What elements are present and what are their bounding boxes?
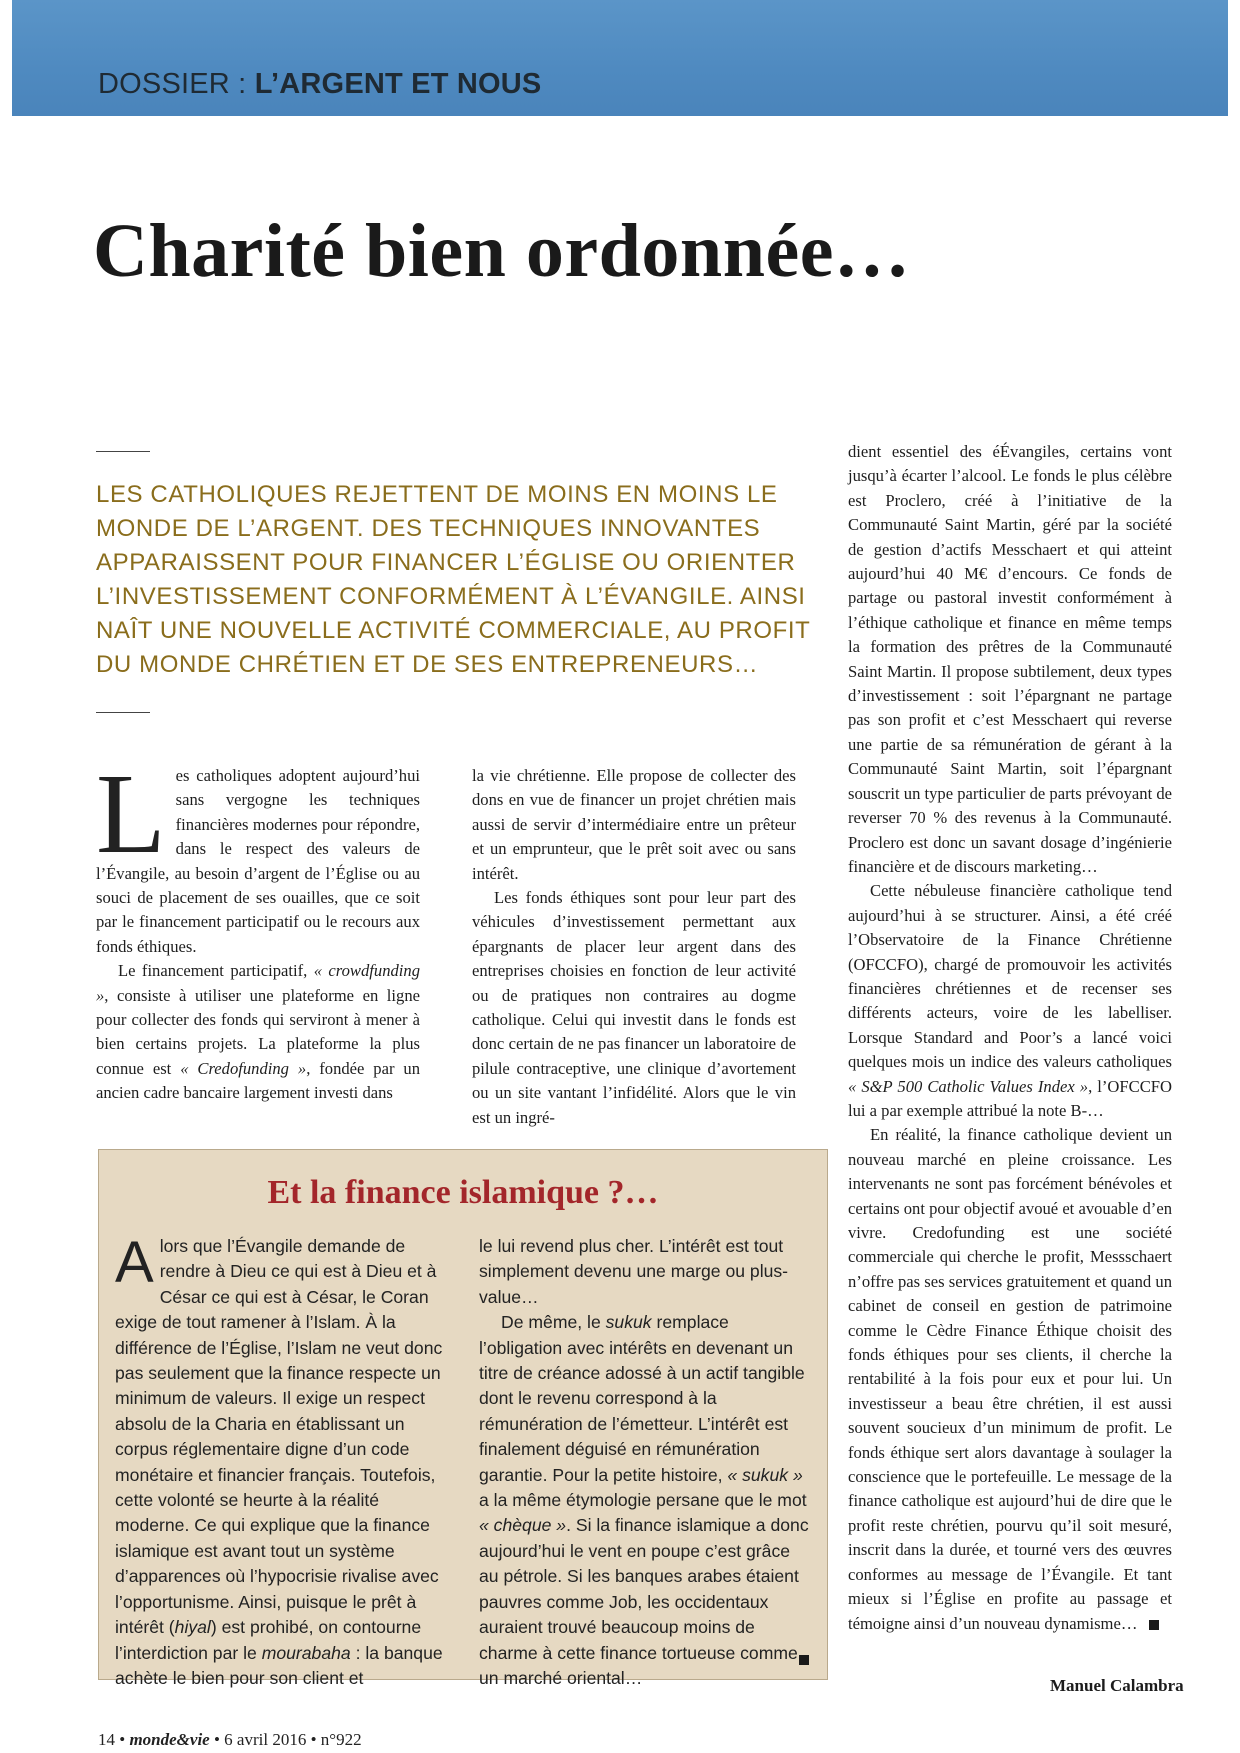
paragraph <box>96 959 420 1105</box>
paragraph-text: Le financement participatif, <box>118 961 314 981</box>
paragraph: dient essentiel des éÉvangiles, certains vont jusqu’à écarter l’alcool. Le fonds le plus célèbre est Proclero, créé à l’initiative de la Communauté Saint Martin, géré par la société de gestion d’actifs Messchaert et qui atteint aujourd’hui 40 M€ d’encours. Ce fonds de partage ou pastoral investit conformément à l’éthique catholique et finance en même temps la formation des prêtres de la Communauté Saint Martin. Il propose subtilement, deux types d’investissement : soit l’épargnant ne partage pas son profit et c’est Messchaert qui reverse une partie de sa rémunération de gérant à la Communauté Saint Martin, soit l’épargnant souscrit un type particulier de parts prévoyant de reverser 70 % des revenus à la Communauté. Proclero est donc un savant dosage d’ingénierie financière et de discours marketing… <box>848 442 1172 876</box>
sidebar-title: Et la finance islamique ?… <box>267 1174 659 1211</box>
term-cheque: « chèque » <box>479 1515 567 1536</box>
paragraph: Les fonds éthiques sont pour leur part des véhicules d’investissement permettant aux épargnants de placer leur argent dans des entreprises choisies en fonction de leur activité ou de pratiques non contraires au dogme catholique. Celui qui investit dans le fonds est donc certain de ne pas financer un laboratoire de pilule contraceptive, une clinique d’avortement ou un site vantant l’infidélité. Alors que le vin est un ingré- <box>472 888 796 1127</box>
paragraph-text: a la même étymologie persane que le mot <box>479 1490 807 1511</box>
article-title: Charité bien ordonnée… <box>93 209 911 293</box>
paragraph <box>848 1123 1172 1636</box>
magazine-name: monde&vie <box>129 1730 210 1749</box>
term-sukuk-quoted: « sukuk » <box>727 1464 803 1485</box>
sidebar-end-mark <box>799 1655 809 1665</box>
drop-cap: L <box>96 750 166 877</box>
term-sp500: « S&P 500 Catholic Values Index » <box>848 1076 1089 1096</box>
bullet: • <box>213 1730 220 1749</box>
article-column-2 <box>472 764 796 1130</box>
sidebar-column-left <box>115 1230 449 1691</box>
bullet: • <box>310 1730 317 1749</box>
article-column-3 <box>848 440 1172 1636</box>
term-mourabaha: mourabaha <box>261 1642 351 1663</box>
sidebar-column-right <box>479 1234 813 1691</box>
article-column-1 <box>96 750 420 1106</box>
section-label: DOSSIER : <box>98 68 255 100</box>
paragraph-text: es catholiques adoptent aujourd’hui sans vergogne les techniques financières modernes pour répondre, dans le respect des valeurs de l’Évangile, au besoin d’argent de l’Église ou au souci de placement de ses ouailles, que ce soit par le financement participatif ou le recours aux fonds éthiques. <box>96 766 420 956</box>
term-crowdfunding: « crowdfunding » <box>96 961 420 1005</box>
term-credofunding: « Credofunding » <box>180 1058 307 1078</box>
end-of-article-mark <box>1149 1620 1159 1630</box>
paragraph <box>848 879 1172 1123</box>
paragraph-text: De même, le <box>501 1312 606 1333</box>
page-number: 14 <box>98 1730 115 1749</box>
section-topic: L’ARGENT ET NOUS <box>254 68 542 100</box>
term-hiyal: hiyal <box>174 1617 211 1638</box>
sidebar-drop-cap: A <box>115 1230 154 1295</box>
term-sukuk: sukuk <box>605 1312 652 1333</box>
paragraph-text: Cette nébuleuse financière catholique tend aujourd’hui à se structurer. Ainsi, a été créé l’Observatoire de la Finance Chrétienne (OFCCFO), chargé de promouvoir les activités financières chrétiennes et de recenser ses différents acteurs, voire de les labelliser. Lorsque Standard and Poor’s a lancé voici quelques mois un indice des valeurs catholiques <box>848 881 1172 1072</box>
article-lede: LES CATHOLIQUES REJETTENT DE MOINS EN MOINS LE MONDE DE L’ARGENT. DES TECHNIQUES INNOVANTES APPARAISSENT POUR FINANCER L’ÉGLISE OU ORIENTER L’INVESTISSEMENT CONFORMÉMENT À L’ÉVANGILE. AINSI NAÎT UNE NOUVELLE ACTIVITÉ COMMERCIALE, AU PROFIT DU MONDE CHRÉTIEN ET DE SES ENTREPRENEURS… <box>96 481 810 678</box>
section-header <box>98 68 541 101</box>
lede-top-rule <box>96 451 150 452</box>
paragraph-text: lors que l’Évangile demande de rendre à Dieu ce qui est à Dieu et à César ce qui est à César, le Coran exige de tout ramener à l’Islam. À la différence de l’Église, l’Islam ne veut donc pas seulement que la finance respecte un minimum de valeurs. Il exige un respect absolu de la Charia en établissant un corpus réglementaire digne d’un code monétaire et financier français. Toutefois, cette volonté se heurte à la réalité moderne. Ce qui explique que la finance islamique est avant tout un système d’apparences où l’hypocrisie rivalise avec l’opportunisme. Ainsi, puisque le prêt à intérêt ( <box>115 1236 443 1638</box>
paragraph-text: . Si la finance islamique a donc aujourd’hui le vent en poupe c’est grâce au pétrole. Si les banques arabes étaient pauvres comme Job, les occidentaux auraient trouvé beaucoup moins de charme à cette finance tortueuse comme un marché oriental… <box>479 1515 809 1688</box>
paragraph <box>479 1310 813 1691</box>
paragraph: la vie chrétienne. Elle propose de collecter des dons en vue de financer un projet chrétien mais aussi de servir d’intermédiaire entre un prêteur et un emprunteur, que le prêt soit avec ou sans intérêt. <box>472 766 796 883</box>
bullet: • <box>119 1730 126 1749</box>
paragraph-text: ) est prohibé, on contourne l’interdiction par le <box>115 1617 422 1663</box>
issue-date: 6 avril 2016 <box>224 1730 307 1749</box>
paragraph-text: , fondée par un ancien cadre bancaire largement investi dans <box>96 1058 420 1103</box>
lede-bottom-rule <box>96 712 150 713</box>
author-byline: Manuel Calambra <box>1050 1676 1184 1695</box>
paragraph-text: , l’OFCCFO lui a par exemple attribué la note B-… <box>848 1076 1172 1120</box>
paragraph: le lui revend plus cher. L’intérêt est tout simplement devenu une marge ou plus-value… <box>479 1236 789 1307</box>
sidebar-box <box>98 1149 828 1688</box>
page-footer <box>98 1730 362 1750</box>
issue-number: n°922 <box>320 1730 362 1749</box>
paragraph <box>96 750 420 959</box>
paragraph-text: , consiste à utiliser une plateforme en ligne pour collecter des fonds qui serviront à mener à bien certains projets. La plateforme la plus connue est <box>96 985 420 1078</box>
paragraph-text: En réalité, la finance catholique devient un nouveau marché en pleine croissance. Les intervenants ne sont pas forcément bénévoles et certains ont pour objectif avoué et avouable d’en vivre. Credofunding est une société commerciale qui cherche le profit, Messschaert n’offre pas ses services gratuitement et quand un cabinet de conseil en gestion de patrimoine comme le Cèdre Finance Éthique choisit des fonds éthiques pour ses clients, il cherche la rentabilité à la fois pour eux et pour lui. Un investisseur a beau être chrétien, il est aussi souvent soucieux d’un minimum de profit. Le fonds éthique sert alors davantage à soulager la conscience que le portefeuille. Le message de la finance catholique est aujourd’hui de dire que le profit reste chrétien, pourvu qu’il soit mesuré, inscrit dans la durée, et tourné vers des œuvres conformes au message de l’Évangile. Et tant mieux si l’Église en profite au passage et témoigne ainsi d’un nouveau dynamisme… <box>848 1125 1172 1633</box>
paragraph-text: : la banque achète le bien pour son client et <box>115 1642 443 1688</box>
paragraph <box>115 1230 449 1691</box>
paragraph-text: remplace l’obligation avec intérêts en devenant un titre de créance adossé à un actif tangible dont le revenu correspond à la rémunération de l’émetteur. L’intérêt est finalement déguisé en rémunération garantie. Pour la petite histoire, <box>479 1312 805 1485</box>
